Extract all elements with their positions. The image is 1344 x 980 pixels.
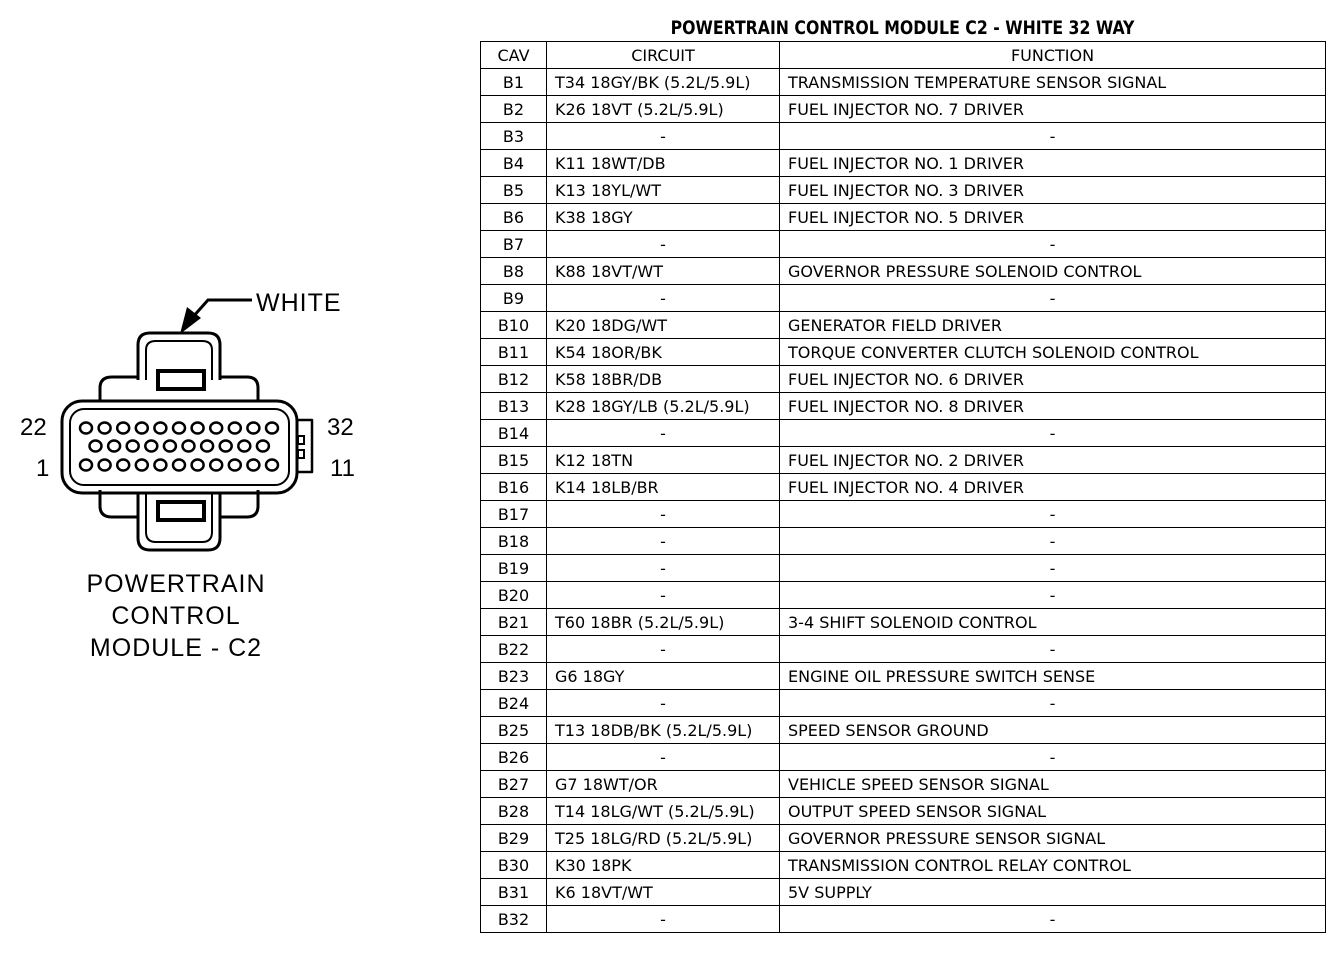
circuit-cell: T60 18BR (5.2L/5.9L) <box>547 609 780 636</box>
circuit-cell: T14 18LG/WT (5.2L/5.9L) <box>547 798 780 825</box>
function-cell: FUEL INJECTOR NO. 7 DRIVER <box>780 96 1326 123</box>
table-row <box>481 528 1326 555</box>
circuit-cell: - <box>547 285 780 312</box>
connector-caption <box>40 568 312 664</box>
color-label: WHITE <box>256 289 342 317</box>
circuit-cell: - <box>547 123 780 150</box>
cavity-pin <box>247 460 259 471</box>
cavity-pin <box>220 441 232 452</box>
table-row <box>481 798 1326 825</box>
function-cell: FUEL INJECTOR NO. 4 DRIVER <box>780 474 1326 501</box>
cavity-pin <box>210 460 222 471</box>
pinout-table <box>480 41 1326 933</box>
cavity-pin <box>266 423 278 434</box>
cav-cell: B14 <box>481 420 547 447</box>
circuit-cell: - <box>547 555 780 582</box>
function-cell: FUEL INJECTOR NO. 1 DRIVER <box>780 150 1326 177</box>
function-cell: VEHICLE SPEED SENSOR SIGNAL <box>780 771 1326 798</box>
cav-cell: B11 <box>481 339 547 366</box>
table-row <box>481 663 1326 690</box>
function-cell: TRANSMISSION TEMPERATURE SENSOR SIGNAL <box>780 69 1326 96</box>
table-row <box>481 150 1326 177</box>
table-row <box>481 636 1326 663</box>
table-row <box>481 717 1326 744</box>
cav-cell: B29 <box>481 825 547 852</box>
table-row <box>481 609 1326 636</box>
function-cell: OUTPUT SPEED SENSOR SIGNAL <box>780 798 1326 825</box>
circuit-cell: - <box>547 690 780 717</box>
cav-cell: B7 <box>481 231 547 258</box>
function-cell: - <box>780 231 1326 258</box>
table-row <box>481 204 1326 231</box>
cav-cell: B18 <box>481 528 547 555</box>
circuit-cell: T34 18GY/BK (5.2L/5.9L) <box>547 69 780 96</box>
header-cav: CAV <box>481 42 547 69</box>
pin-label-1: 1 <box>36 455 50 482</box>
cavity-pin <box>192 423 204 434</box>
function-cell: - <box>780 690 1326 717</box>
cavity-pin <box>183 441 195 452</box>
table-row <box>481 501 1326 528</box>
function-cell: - <box>780 555 1326 582</box>
cav-cell: B25 <box>481 717 547 744</box>
cavity-pin <box>154 460 166 471</box>
circuit-cell: - <box>547 744 780 771</box>
cavity-pin <box>192 460 204 471</box>
circuit-cell: K38 18GY <box>547 204 780 231</box>
cavity-pins <box>80 423 278 471</box>
table-row <box>481 258 1326 285</box>
table-row <box>481 447 1326 474</box>
cavity-pin <box>80 460 92 471</box>
connector-body <box>62 401 297 493</box>
cav-cell: B30 <box>481 852 547 879</box>
circuit-cell: G7 18WT/OR <box>547 771 780 798</box>
circuit-cell: K54 18OR/BK <box>547 339 780 366</box>
cav-cell: B6 <box>481 204 547 231</box>
cav-cell: B15 <box>481 447 547 474</box>
cav-cell: B23 <box>481 663 547 690</box>
cavity-pin <box>154 423 166 434</box>
circuit-cell: - <box>547 501 780 528</box>
cav-cell: B16 <box>481 474 547 501</box>
function-cell: - <box>780 636 1326 663</box>
cav-cell: B17 <box>481 501 547 528</box>
cavity-pin <box>266 460 278 471</box>
cavity-pin <box>136 423 148 434</box>
cavity-pin <box>117 460 129 471</box>
cavity-pin <box>90 441 102 452</box>
table-header-row <box>481 42 1326 69</box>
cav-cell: B32 <box>481 906 547 933</box>
function-cell: TRANSMISSION CONTROL RELAY CONTROL <box>780 852 1326 879</box>
cavity-pin <box>201 441 213 452</box>
cavity-pin <box>127 441 139 452</box>
function-cell: GOVERNOR PRESSURE SOLENOID CONTROL <box>780 258 1326 285</box>
cavity-pin <box>229 423 241 434</box>
cav-cell: B24 <box>481 690 547 717</box>
circuit-cell: K58 18BR/DB <box>547 366 780 393</box>
cavity-pin <box>257 441 269 452</box>
table-row <box>481 366 1326 393</box>
table-row <box>481 339 1326 366</box>
white-pointer-arrow <box>180 300 252 334</box>
function-cell: GOVERNOR PRESSURE SENSOR SIGNAL <box>780 825 1326 852</box>
table-row <box>481 825 1326 852</box>
function-cell: - <box>780 420 1326 447</box>
circuit-cell: K13 18YL/WT <box>547 177 780 204</box>
table-row <box>481 285 1326 312</box>
caption-line: POWERTRAIN <box>86 570 266 598</box>
function-cell: FUEL INJECTOR NO. 2 DRIVER <box>780 447 1326 474</box>
cavity-pin <box>238 441 250 452</box>
function-cell: FUEL INJECTOR NO. 8 DRIVER <box>780 393 1326 420</box>
function-cell: FUEL INJECTOR NO. 5 DRIVER <box>780 204 1326 231</box>
cav-cell: B8 <box>481 258 547 285</box>
circuit-cell: - <box>547 231 780 258</box>
function-cell: FUEL INJECTOR NO. 6 DRIVER <box>780 366 1326 393</box>
caption-line: CONTROL <box>111 602 241 630</box>
table-row <box>481 582 1326 609</box>
cavity-pin <box>247 423 259 434</box>
cavity-pin <box>210 423 222 434</box>
function-cell: - <box>780 582 1326 609</box>
connector-diagram <box>0 0 470 980</box>
function-cell: SPEED SENSOR GROUND <box>780 717 1326 744</box>
cav-cell: B4 <box>481 150 547 177</box>
cavity-pin <box>145 441 157 452</box>
function-cell: 3-4 SHIFT SOLENOID CONTROL <box>780 609 1326 636</box>
table-row <box>481 96 1326 123</box>
circuit-cell: K14 18LB/BR <box>547 474 780 501</box>
function-cell: GENERATOR FIELD DRIVER <box>780 312 1326 339</box>
function-cell: - <box>780 906 1326 933</box>
table-row <box>481 123 1326 150</box>
function-cell: ENGINE OIL PRESSURE SWITCH SENSE <box>780 663 1326 690</box>
table-body <box>481 69 1326 933</box>
circuit-cell: G6 18GY <box>547 663 780 690</box>
table-row <box>481 231 1326 258</box>
circuit-cell: K30 18PK <box>547 852 780 879</box>
table-row <box>481 177 1326 204</box>
cav-cell: B5 <box>481 177 547 204</box>
table-row <box>481 420 1326 447</box>
table-row <box>481 690 1326 717</box>
cavity-pin <box>108 441 120 452</box>
table-row <box>481 852 1326 879</box>
table-row <box>481 555 1326 582</box>
cav-cell: B9 <box>481 285 547 312</box>
table-row <box>481 474 1326 501</box>
cav-cell: B27 <box>481 771 547 798</box>
cav-cell: B3 <box>481 123 547 150</box>
function-cell: - <box>780 501 1326 528</box>
circuit-cell: - <box>547 906 780 933</box>
cavity-pin <box>80 423 92 434</box>
pin-label-32: 32 <box>327 414 354 441</box>
circuit-cell: - <box>547 582 780 609</box>
cavity-pin <box>164 441 176 452</box>
pin-label-11: 11 <box>330 455 355 482</box>
cavity-pin <box>99 460 111 471</box>
table-row <box>481 312 1326 339</box>
cavity-pin <box>229 460 241 471</box>
cavity-pin <box>99 423 111 434</box>
cav-cell: B26 <box>481 744 547 771</box>
function-cell: FUEL INJECTOR NO. 3 DRIVER <box>780 177 1326 204</box>
caption-line: MODULE - C2 <box>89 634 263 662</box>
circuit-cell: - <box>547 420 780 447</box>
cav-cell: B28 <box>481 798 547 825</box>
cav-cell: B2 <box>481 96 547 123</box>
table-row <box>481 906 1326 933</box>
circuit-cell: K11 18WT/DB <box>547 150 780 177</box>
function-cell: - <box>780 285 1326 312</box>
cavity-pin <box>136 460 148 471</box>
circuit-cell: T25 18LG/RD (5.2L/5.9L) <box>547 825 780 852</box>
table-row <box>481 879 1326 906</box>
cav-cell: B31 <box>481 879 547 906</box>
table-title: POWERTRAIN CONTROL MODULE C2 - WHITE 32 WAY <box>670 17 1135 39</box>
cavity-pin <box>173 423 185 434</box>
circuit-cell: K20 18DG/WT <box>547 312 780 339</box>
cavity-pin <box>117 423 129 434</box>
function-cell: - <box>780 123 1326 150</box>
circuit-cell: - <box>547 636 780 663</box>
function-cell: TORQUE CONVERTER CLUTCH SOLENOID CONTROL <box>780 339 1326 366</box>
circuit-cell: K26 18VT (5.2L/5.9L) <box>547 96 780 123</box>
header-function: FUNCTION <box>780 42 1326 69</box>
table-row <box>481 744 1326 771</box>
cav-cell: B10 <box>481 312 547 339</box>
cav-cell: B1 <box>481 69 547 96</box>
function-cell: - <box>780 528 1326 555</box>
function-cell: - <box>780 744 1326 771</box>
circuit-cell: K12 18TN <box>547 447 780 474</box>
header-circuit: CIRCUIT <box>547 42 780 69</box>
circuit-cell: K28 18GY/LB (5.2L/5.9L) <box>547 393 780 420</box>
table-row <box>481 393 1326 420</box>
cav-cell: B22 <box>481 636 547 663</box>
cav-cell: B21 <box>481 609 547 636</box>
cav-cell: B19 <box>481 555 547 582</box>
circuit-cell: K6 18VT/WT <box>547 879 780 906</box>
table-row <box>481 771 1326 798</box>
circuit-cell: - <box>547 528 780 555</box>
cav-cell: B12 <box>481 366 547 393</box>
cav-cell: B13 <box>481 393 547 420</box>
cav-cell: B20 <box>481 582 547 609</box>
pin-label-22: 22 <box>20 414 47 441</box>
table-row <box>481 69 1326 96</box>
function-cell: 5V SUPPLY <box>780 879 1326 906</box>
circuit-cell: K88 18VT/WT <box>547 258 780 285</box>
circuit-cell: T13 18DB/BK (5.2L/5.9L) <box>547 717 780 744</box>
cavity-pin <box>173 460 185 471</box>
